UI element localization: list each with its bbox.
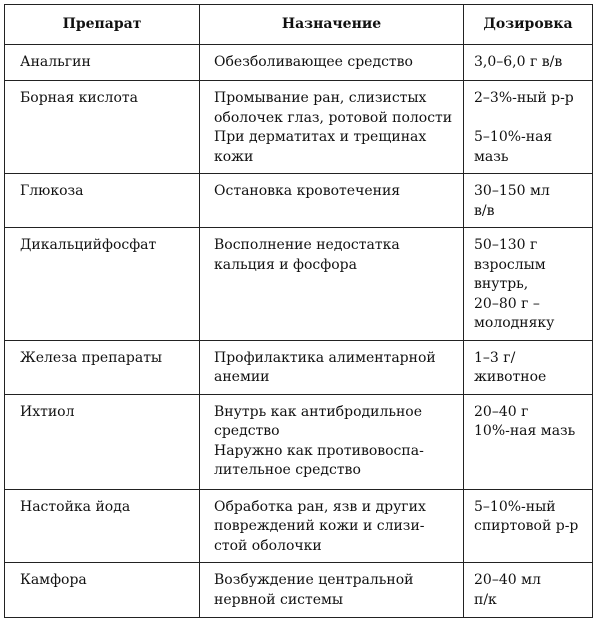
cell-purpose [200, 394, 464, 489]
cell-dose [464, 340, 593, 394]
dose-line: 20–40 мл [474, 572, 541, 588]
dose-line: взрослым [474, 256, 546, 273]
cell-dose [464, 394, 593, 489]
header-purpose: Назначение [200, 5, 464, 45]
purpose-line: анемии [214, 369, 270, 385]
dose-line: внутрь, [474, 276, 529, 292]
dose-line: п/к [474, 591, 497, 608]
purpose-line: стой оболочки [214, 537, 322, 554]
dose-line: 50–130 г [474, 237, 538, 253]
cell-purpose [200, 228, 464, 341]
dose-line: 10%-ная мазь [474, 423, 576, 439]
cell-drug: Глюкоза [5, 174, 200, 228]
purpose-line: Обезболивающее средство [214, 54, 413, 70]
cell-drug: Ихтиол [5, 394, 200, 489]
purpose-line: кожи [214, 148, 254, 165]
dose-line: 3,0–6,0 г в/в [474, 54, 563, 70]
purpose-line: нервной системы [214, 591, 344, 608]
cell-purpose [200, 174, 464, 228]
purpose-line: Наружно как противовоспа- [214, 442, 424, 459]
dose-line: 1–3 г/ [474, 349, 516, 366]
table-row [5, 489, 593, 563]
purpose-line: Обработка ран, язв и других [214, 498, 426, 515]
cell-purpose [200, 489, 464, 563]
dose-line: 2–3%-ный р-р [474, 90, 574, 106]
purpose-line: Внутрь как антибродильное [214, 403, 423, 420]
dose-line: 5–10%-ная [474, 129, 553, 145]
table-row [5, 81, 593, 174]
purpose-line: Профилактика алиментарной [214, 349, 436, 366]
dose-line: спиртовой р-р [474, 518, 579, 534]
dose-line: 5–10%-ный [474, 498, 556, 515]
cell-drug: Настойка йода [5, 489, 200, 563]
cell-drug: Анальгин [5, 45, 200, 81]
purpose-line: Возбуждение центральной [214, 572, 414, 588]
table-body [5, 45, 593, 618]
purpose-line: Промывание ран, слизистых [214, 90, 427, 106]
table-row [5, 228, 593, 341]
cell-drug: Железа препараты [5, 340, 200, 394]
cell-drug: Дикальцийфосфат [5, 228, 200, 341]
dose-line: 30–150 мл [474, 183, 550, 199]
cell-purpose [200, 81, 464, 174]
dose-line [474, 109, 588, 129]
table-row [5, 174, 593, 228]
dose-line: животное [474, 369, 547, 385]
cell-drug: Борная кислота [5, 81, 200, 174]
cell-drug: Камфора [5, 563, 200, 618]
purpose-line: средство [214, 423, 280, 439]
dose-line: мазь [474, 148, 509, 165]
cell-purpose [200, 340, 464, 394]
cell-purpose [200, 45, 464, 81]
cell-dose [464, 489, 593, 563]
dose-line: в/в [474, 202, 495, 219]
cell-dose [464, 174, 593, 228]
drug-table [4, 4, 593, 618]
cell-dose [464, 228, 593, 341]
cell-purpose [200, 563, 464, 618]
dose-line: 20–40 г [474, 403, 529, 420]
dose-line: молодняку [474, 315, 555, 331]
purpose-line: повреждений кожи и слизи- [214, 518, 425, 534]
purpose-line: При дерматитах и трещинах [214, 129, 427, 145]
table-row [5, 394, 593, 489]
header-row [5, 5, 593, 45]
table-row [5, 45, 593, 81]
cell-dose [464, 563, 593, 618]
purpose-line: Восполнение недостатка [214, 237, 400, 253]
dose-line: 20–80 г – [474, 295, 540, 312]
header-dose: Дозировка [464, 5, 593, 45]
table-row [5, 563, 593, 618]
header-drug: Препарат [5, 5, 200, 45]
cell-dose [464, 81, 593, 174]
purpose-line: кальция и фосфора [214, 256, 357, 273]
purpose-line: лительное средство [214, 462, 361, 478]
purpose-line: Остановка кровотечения [214, 183, 401, 199]
table-row [5, 340, 593, 394]
cell-dose [464, 45, 593, 81]
purpose-line: оболочек глаз, ротовой полости [214, 109, 453, 126]
